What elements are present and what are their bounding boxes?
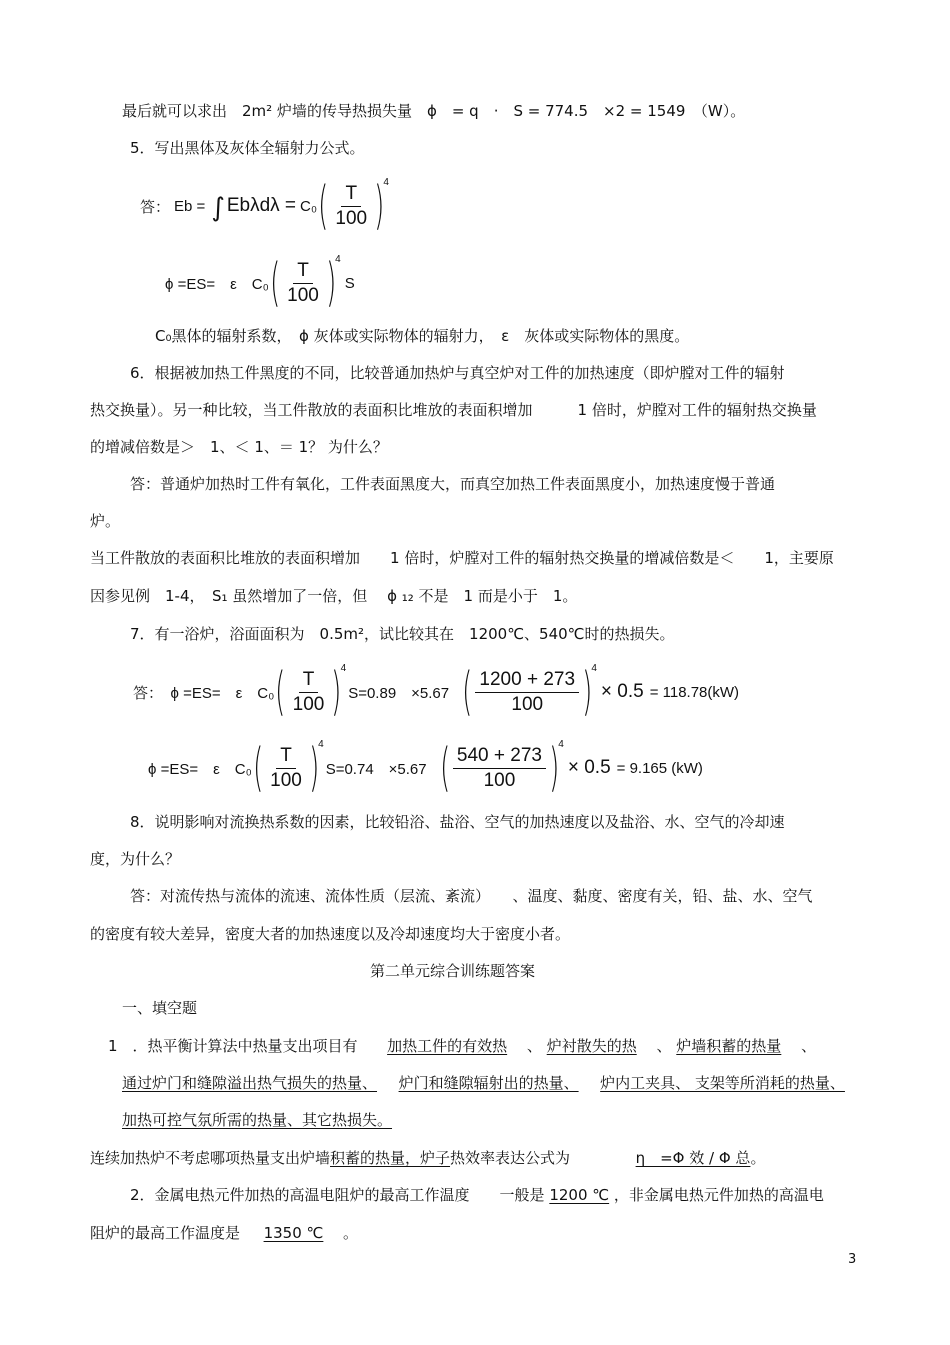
text-line: 的增减倍数是＞ 1、＜ 1、＝ 1？ 为什么？ — [90, 438, 388, 456]
paren-right-icon: ) — [325, 253, 337, 313]
answer-blank: 积蓄的热量，炉子 — [330, 1149, 451, 1167]
paren-right-icon: ) — [549, 738, 560, 798]
paren-left-icon: ( — [269, 253, 281, 313]
question-8: 8．说明影响对流换热系数的因素，比较铅浴、盐浴、空气的加热速度以及盐浴、水、空气的冷却速 — [130, 813, 785, 831]
integral-icon: ∫ — [211, 193, 225, 223]
fraction-t-100: $\frac{T}{100}$ — [270, 744, 302, 791]
paren-right-icon: ) — [331, 662, 342, 722]
answer-blank: 1200 ℃ — [549, 1186, 610, 1204]
paren-right-icon: ) — [308, 738, 320, 798]
answer-blank: 1350 ℃ — [263, 1224, 324, 1242]
text-line: 炉。 — [90, 512, 121, 530]
formula-phi: ϕ =ES= ε C₀ — [148, 760, 252, 778]
answer-blank: 加热工件的有效热 — [387, 1037, 508, 1055]
question-6: 6．根据被加热工件黑度的不同，比较普通加热炉与真空炉对工件的加热速度（即炉膛对工件的辐射 — [130, 364, 785, 382]
answer-blank: η =Φ 效 / Φ 总 — [635, 1149, 751, 1167]
paren-left-icon: ( — [252, 738, 264, 798]
formula-phi: 答： ϕ =ES= ε C₀ — [133, 684, 275, 702]
page-number: 3 — [848, 1252, 857, 1267]
answer-line: 答：普通炉加热时工件有氧化，工件表面黑度大，而真空加热工件表面黑度小，加热速度慢于普通 — [130, 475, 776, 493]
text-line: 最后就可以求出 2m² 炉墙的传导热损失量 ϕ = q · S = 774.5 ×2 = 1549 （W）。 — [122, 102, 746, 120]
formula-result: = 118.78(kW) — [649, 683, 740, 701]
answer-blank: 炉门和缝隙辐射出的热量、 — [398, 1074, 579, 1092]
exponent: 4 — [318, 738, 324, 750]
fill-blank-2: 2．金属电热元件加热的高温电阻炉的最高工作温度 一般是 1200 ℃ ，非金属电热元件加热的高温电 — [130, 1186, 824, 1204]
exponent: 4 — [335, 253, 341, 265]
text-line: 的密度有较大差异，密度大者的加热速度以及冷却速度均大于密度小者。 — [90, 925, 571, 943]
text-line: 连续加热炉不考虑哪项热量支出炉墙积蓄的热量，炉子热效率表达公式为 η =Φ 效 / Φ 总。 — [90, 1149, 766, 1167]
answer-blank: 炉内工夹具、 支架等所消耗的热量、 — [600, 1074, 845, 1092]
fill-blank-2-cont: 阻炉的最高工作温度是 1350 ℃ 。 — [90, 1224, 358, 1242]
fill-blank-1-end — [122, 1110, 392, 1130]
formula-graybody — [165, 255, 355, 311]
section-title: 第二单元综合训练题答案 — [370, 962, 536, 980]
formula-area: × 0.5 — [600, 681, 644, 702]
formula-ebl: Ebλdλ = — [226, 195, 297, 216]
answer-blank: 通过炉门和缝隙溢出热气损失的热量、 — [122, 1074, 378, 1092]
text-line: 当工件散放的表面积比堆放的表面积增加 1 倍时，炉膛对工件的辐射热交换量的增减倍数是＜ 1，主要原 — [90, 549, 834, 567]
exponent: 4 — [591, 662, 597, 674]
fill-blank-1: 1 ．热平衡计算法中热量支出项目有 加热工件的有效热 、 炉衬散失的热 、 炉墙积蓄的热量 、 — [108, 1037, 817, 1055]
exponent: 4 — [340, 662, 347, 674]
fraction-t-100: $\frac{T}{100}$ — [335, 182, 368, 229]
paren-left-icon: ( — [275, 662, 286, 722]
exponent: 4 — [383, 176, 389, 188]
formula-values: S=0.89 ×5.67 — [348, 684, 450, 702]
paren-left-icon: ( — [462, 662, 473, 722]
formula-values: S=0.74 ×5.67 — [325, 760, 427, 778]
answer-label: 答： — [140, 197, 171, 216]
answer-blank: 炉衬散失的热 — [546, 1037, 637, 1055]
paren-left-icon: ( — [318, 176, 329, 236]
formula-s: S — [344, 274, 355, 292]
text-line: 度，为什么？ — [90, 850, 181, 868]
formula-eb: Eb = — [174, 197, 206, 215]
exponent: 4 — [558, 738, 564, 750]
formula-c0: C₀ — [300, 197, 318, 215]
question-5: 5．写出黑体及灰体全辐射力公式。 — [130, 139, 365, 157]
text-line: 热交换量）。另一种比较，当工件散放的表面积比堆放的表面积增加 1 倍时，炉膛对工件的辐射热交换量 — [90, 401, 817, 419]
paren-left-icon: ( — [439, 738, 450, 798]
fraction-t-100: $\frac{T}{100}$ — [292, 668, 325, 715]
question-7: 7．有一浴炉，浴面面积为 0.5m²，试比较其在 1200℃、540℃时的热损失。 — [130, 625, 675, 643]
fraction-temp: $\frac{540 + 273}{100}$ — [453, 744, 546, 793]
answer-line: 答：对流传热与流体的流速、流体性质（层流、紊流） 、温度、黏度、密度有关，铅、盐、水、空气 — [130, 887, 813, 905]
formula-540 — [148, 740, 703, 796]
formula-result: = 9.165 (kW) — [616, 759, 703, 777]
fraction-temp: $\frac{1200 + 273}{100}$ — [475, 668, 579, 717]
fill-blank-1-cont — [122, 1073, 845, 1093]
fraction-t-100: $\frac{T}{100}$ — [287, 259, 319, 306]
formula-1200 — [133, 664, 739, 720]
paren-right-icon: ) — [582, 662, 593, 722]
formula-area: × 0.5 — [567, 757, 611, 778]
answer-blank: 加热可控气氛所需的热量、其它热损失。 — [122, 1111, 393, 1129]
answer-blank: 炉墙积蓄的热量 — [676, 1037, 782, 1055]
text-line: 因参见例 1-4， S₁ 虽然增加了一倍，但 ϕ ₁₂ 不是 1 而是小于 1。 — [90, 587, 578, 605]
subsection-title: 一、填空题 — [122, 999, 198, 1017]
paren-right-icon: ) — [374, 176, 385, 236]
formula-phi: ϕ =ES= ε C₀ — [165, 275, 269, 293]
text-line: C₀黑体的辐射系数， ϕ 灰体或实际物体的辐射力， ε 灰体或实际物体的黑度。 — [155, 327, 690, 345]
formula-blackbody — [140, 178, 389, 234]
